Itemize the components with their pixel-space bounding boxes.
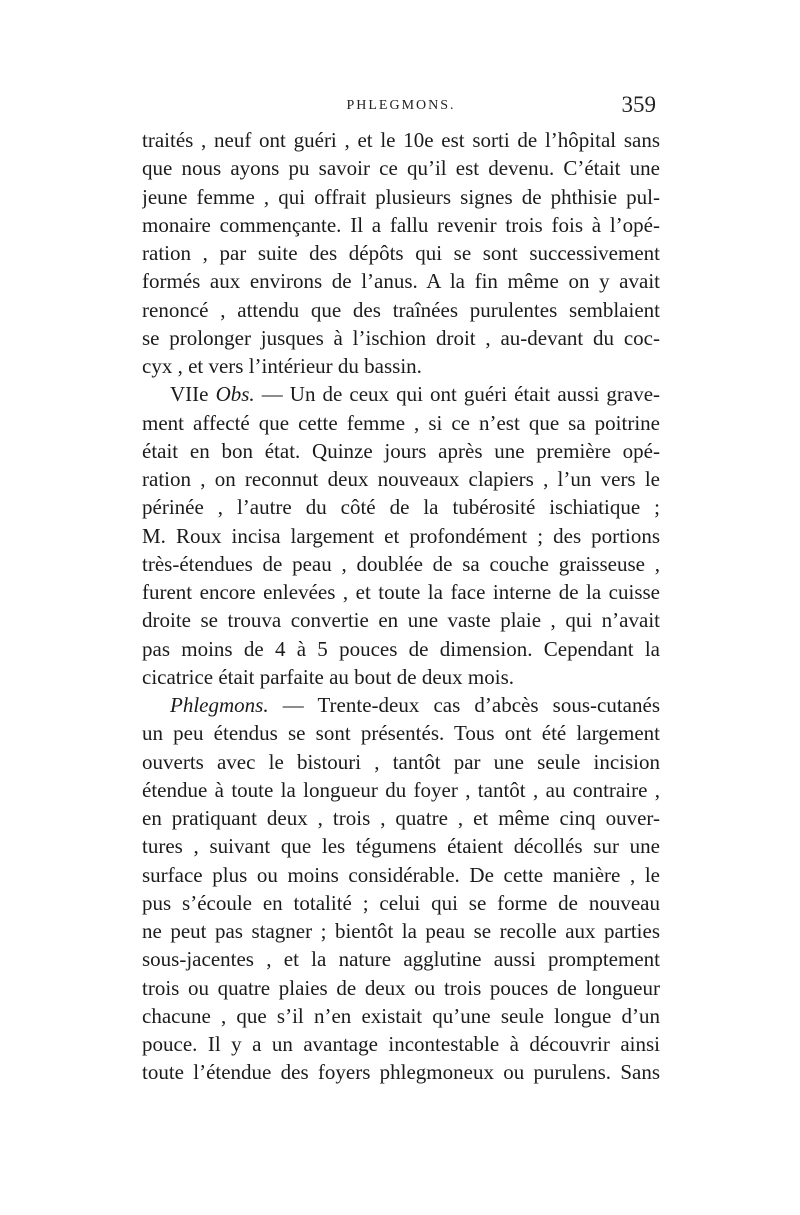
text-line-rest: — Un de ceux qui ont guéri était aussi grave- [254, 382, 660, 407]
body-text [142, 126, 660, 1087]
text-line: était en bon état. Quinze jours après une première opé- [142, 438, 660, 463]
text-line: formés aux environs de l’anus. A la fin même on y avait [142, 269, 660, 294]
text-line: ouverts avec le bistouri , tantôt par une seule incision [142, 749, 660, 774]
observation-number: VIIe [170, 382, 209, 407]
text-line: ne peut pas stagner ; bientôt la peau se recolle aux parties [142, 919, 660, 943]
text-line: toute l’étendue des foyers phlegmoneux ou purulens. Sans [142, 1060, 660, 1085]
text-line: cyx , et vers l’intérieur du bassin. [142, 354, 422, 378]
text-line: M. Roux incisa largement et profondément ; des portions [142, 523, 660, 548]
text-line: étendue à toute la longueur du foyer , tantôt , au contraire , [142, 777, 660, 802]
text-line: cicatrice était parfaite au bout de deux mois. [142, 664, 515, 689]
text-line: sous-jacentes , et la nature agglutine aussi promptement [142, 947, 660, 972]
paragraph-1 [142, 126, 660, 380]
text-line: renoncé , attendu que des traînées purulentes semblaient [142, 297, 660, 322]
text-line: jeune femme , qui offrait plusieurs signes de phthisie pul- [142, 184, 660, 209]
page-number: 359 [621, 92, 656, 117]
text-line: très-étendues de peau , doublée de sa couche graisseuse , [142, 551, 660, 576]
text-line: pouce. Il y a un avantage incontestable à découvrir ainsi [142, 1032, 660, 1056]
text-line: ration , par suite des dépôts qui se sont successivement [142, 241, 660, 265]
text-line: traités , neuf ont guéri , et le 10e est sorti de l’hôpital sans [142, 128, 660, 152]
text-line [142, 380, 660, 408]
text-line: un peu étendus se sont présentés. Tous ont été largement [142, 721, 660, 746]
text-line: surface plus ou moins considérable. De cette manière , le [142, 862, 660, 887]
paragraph-2 [142, 380, 660, 691]
observation-label: Obs. [215, 382, 255, 407]
text-line: pas moins de 4 à 5 pouces de dimension. Cependant la [142, 636, 660, 661]
text-line-rest: — Trente-deux cas d’abcès sous-cutanés [268, 693, 660, 717]
text-line: que nous ayons pu savoir ce qu’il est devenu. C’était une [142, 156, 660, 181]
text-line: monaire commençante. Il a fallu revenir trois fois à l’opé- [142, 212, 660, 237]
text-line: en pratiquant deux , trois , quatre , et même cinq ouver- [142, 806, 660, 830]
text-line: chacune , que s’il n’en existait qu’une seule longue d’un [142, 1003, 660, 1028]
text-line [142, 691, 660, 719]
text-line: ration , on reconnut deux nouveaux clapiers , l’un vers le [142, 467, 660, 491]
text-line: ment affecté que cette femme , si ce n’est que sa poitrine [142, 410, 660, 435]
paragraph-3 [142, 691, 660, 1087]
text-line: trois ou quatre plaies de deux ou trois pouces de longueur [142, 975, 660, 1000]
text-line: se prolonger jusques à l’ischion droit , au-devant du coc- [142, 325, 660, 350]
text-line: tures , suivant que les tégumens étaient décollés sur une [142, 834, 660, 859]
text-line: pus s’écoule en totalité ; celui qui se forme de nouveau [142, 890, 660, 915]
section-heading: Phlegmons. [170, 693, 269, 717]
page-header [142, 92, 660, 122]
text-line: furent encore enlevées , et toute la face interne de la cuisse [142, 580, 660, 604]
text-line: droite se trouva convertie en une vaste plaie , qui n’avait [142, 608, 660, 633]
running-head: PHLEGMONS. [346, 98, 456, 113]
text-line: périnée , l’autre du côté de la tubérosité ischiatique ; [142, 495, 660, 520]
